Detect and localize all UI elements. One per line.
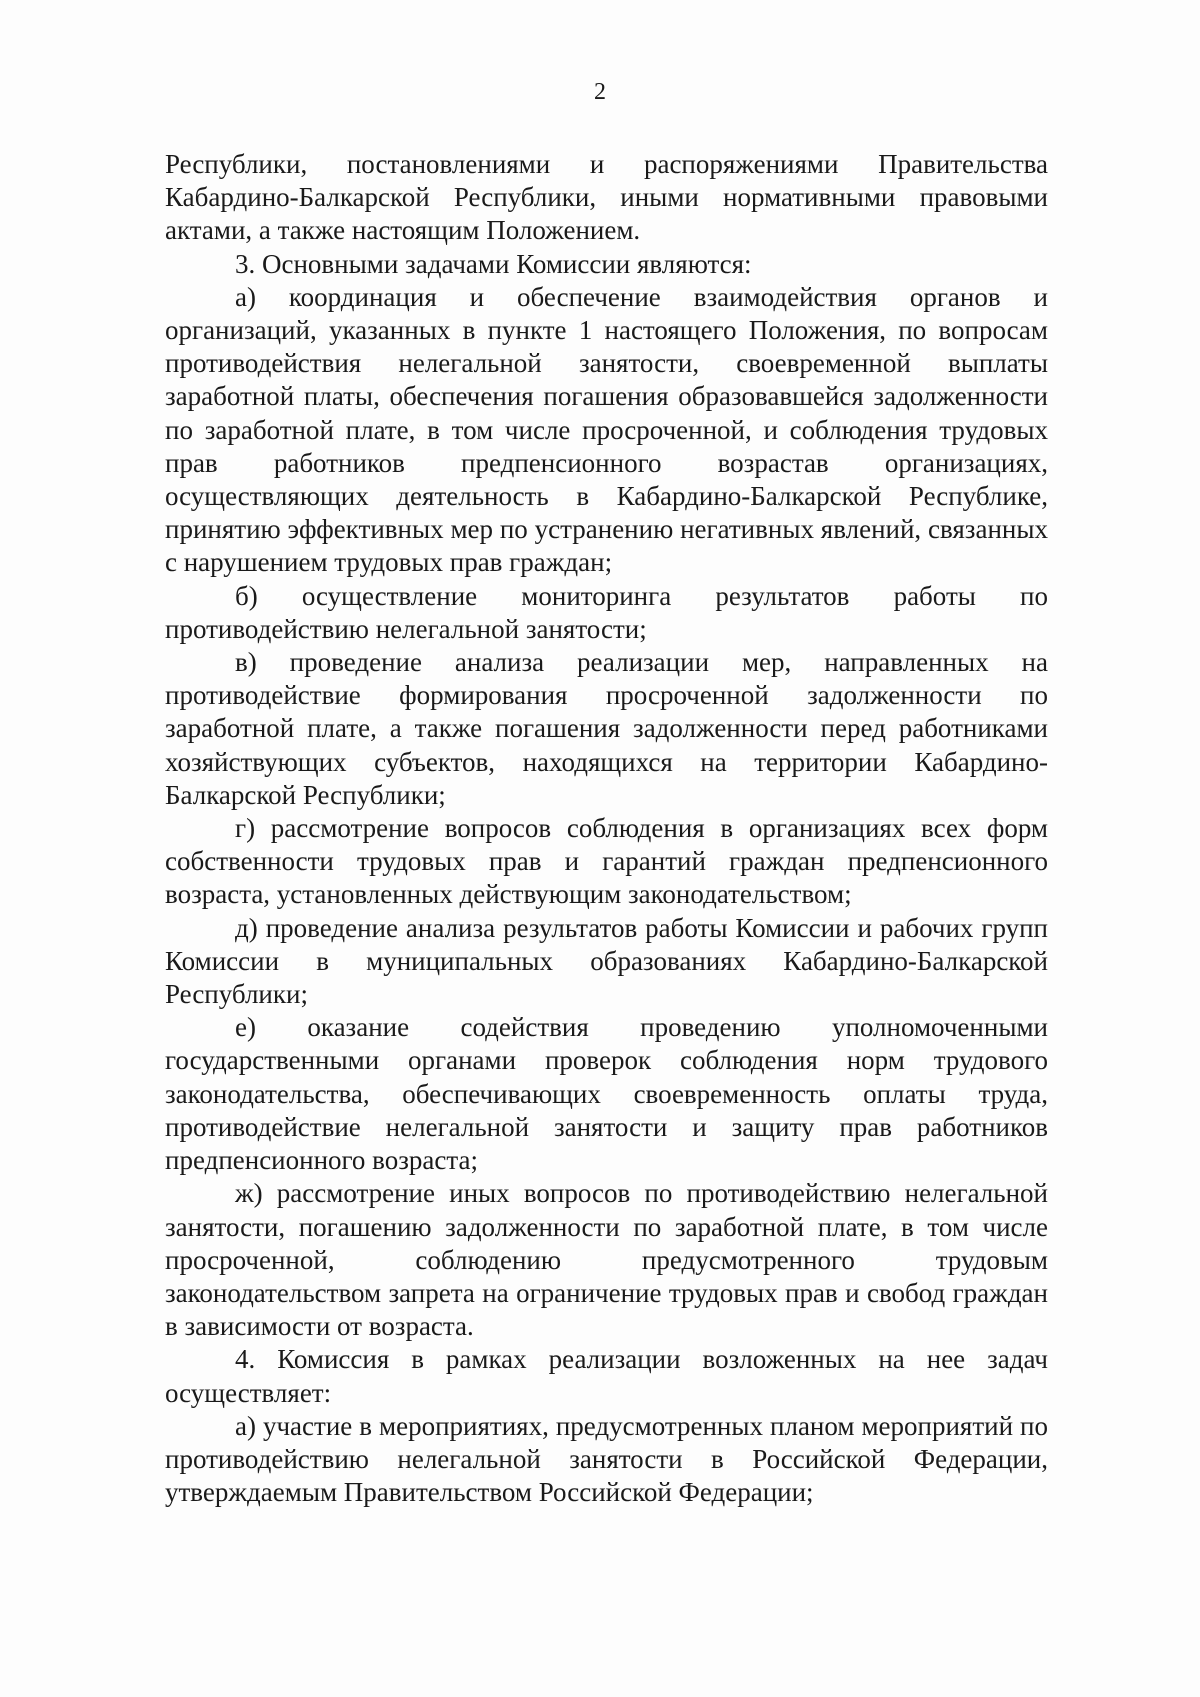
paragraph-item-a: а) координация и обеспечение взаимодействия органов и организаций, указанных в пункте 1 настоящего Положения, по вопросам противодействия нелегальной занятости, своевременной выплаты заработной платы, обеспечения погашения образовавшейся задолженности по заработной плате, в том числе просроченной, и соблюдения трудовых прав работников предпенсионного возрастав организациях, осуществляющих деятельность в Кабардино-Балкарской Республике, принятию эффективных мер по устранению негативных явлений, связанных с нарушением трудовых прав граждан; — [165, 281, 1048, 578]
paragraph-continuation: Республики, постановлениями и распоряжениями Правительства Кабардино-Балкарской Республики, иными нормативными правовыми актами, а также настоящим Положением. — [165, 149, 1048, 246]
paragraph-item-v: в) проведение анализа реализации мер, направленных на противодействие формирования просроченной задолженности по заработной плате, а также погашения задолженности перед работниками хозяйствующих субъектов, находящихся на территории Кабардино-Балкарской Республики; — [165, 647, 1048, 810]
paragraph-section-3-heading: 3. Основными задачами Комиссии являются: — [235, 248, 752, 279]
paragraph-section-4-heading: 4. Комиссия в рамках реализации возложенных на нее задач осуществляет: — [165, 1344, 1048, 1408]
paragraph-item-zh: ж) рассмотрение иных вопросов по противодействию нелегальной занятости, погашению задолженности по заработной плате, в том числе просроченной, соблюдению предусмотренного трудовым законодательством запрета на ограничение трудовых прав и свобод граждан в зависимости от возраста. — [165, 1178, 1048, 1342]
paragraph-item-g: г) рассмотрение вопросов соблюдения в организациях всех форм собственности трудовых прав и гарантий граждан предпенсионного возраста, установленных действующим законодательством; — [165, 813, 1048, 910]
paragraph-item-d: д) проведение анализа результатов работы Комиссии и рабочих групп Комиссии в муниципальных образованиях Кабардино-Балкарской Республики; — [165, 912, 1048, 1010]
page-number: 2 — [594, 79, 606, 105]
paragraph-section-4-item-a: а) участие в мероприятиях, предусмотренных планом мероприятий по противодействию нелегальной занятости в Российской Федерации, утверждаемым Правительством Российской Федерации; — [165, 1410, 1048, 1508]
paragraph-item-b: б) осуществление мониторинга результатов работы по противодействию нелегальной занятости; — [165, 580, 1048, 644]
document-body — [165, 148, 1048, 1509]
paragraph-item-e: е) оказание содействия проведению уполномоченными государственными органами проверок соблюдения норм трудового законодательства, обеспечивающих своевременность оплаты труда, противодействие нелегальной занятости и защиту прав работников предпенсионного возраста; — [165, 1012, 1048, 1176]
